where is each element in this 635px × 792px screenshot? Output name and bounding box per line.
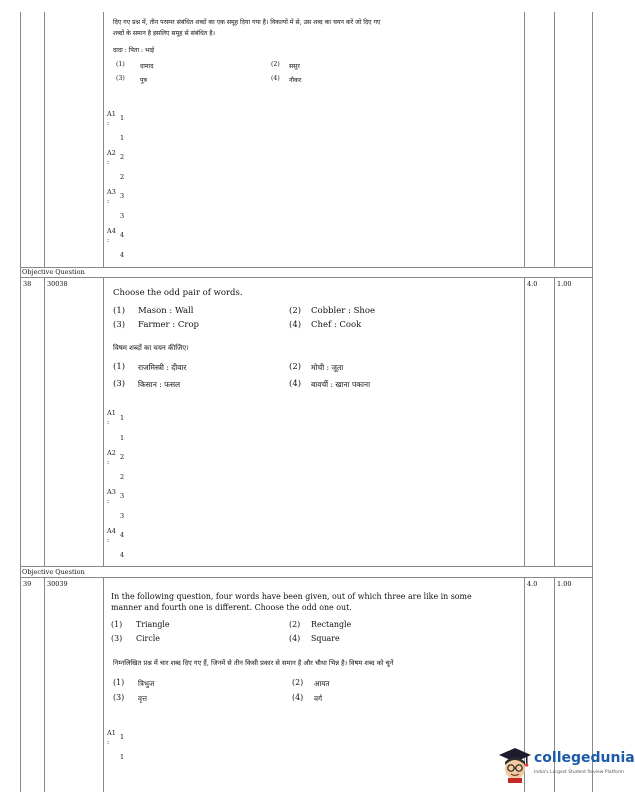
table-col-divider-1 [44, 12, 45, 267]
answer-label: A4 [107, 227, 116, 235]
question-negative: 1.00 [557, 280, 572, 288]
answer-label: A3 [107, 188, 116, 196]
table-col-divider-3 [524, 12, 525, 267]
option-num: (3) [113, 379, 126, 389]
answer-value: 2 [120, 473, 125, 481]
answer-colon: : [107, 197, 110, 205]
question-id: 30039 [47, 580, 68, 588]
question-text-line-2: manner and fourth one is different. Choose the odd one out. [111, 603, 352, 612]
logo-wordmark: collegedunia [534, 750, 635, 766]
answer-value: 1 [120, 134, 125, 142]
option-num: (2) [289, 620, 301, 629]
answer-value: 1 [120, 414, 125, 422]
option-text: मोची : जूता [311, 363, 344, 372]
option-num: (1) [116, 61, 125, 68]
answer-colon: : [107, 418, 110, 426]
option-num: (4) [289, 634, 301, 643]
answer-value: 4 [120, 551, 125, 559]
graduate-mascot-icon [498, 747, 532, 783]
answer-label: A1 [107, 729, 116, 737]
answer-label: A2 [107, 449, 116, 457]
option-num: (1) [113, 306, 126, 316]
option-text: दामाद [140, 63, 154, 70]
answer-colon: : [107, 158, 110, 166]
answer-value: 2 [120, 453, 125, 461]
answer-value: 4 [120, 231, 125, 239]
option-text: Triangle [136, 620, 170, 629]
answer-label: A2 [107, 149, 116, 157]
hindi-words: दादा : पिता : भाई [113, 47, 155, 54]
question-serial: 38 [23, 280, 32, 288]
table-col-divider-4 [554, 277, 555, 566]
question-text: Choose the odd pair of words. [113, 288, 243, 298]
table-col-divider-3 [524, 277, 525, 566]
option-text: Rectangle [311, 620, 352, 629]
option-num: (2) [292, 678, 304, 687]
option-text: त्रिभुज [138, 679, 155, 688]
option-text: नौकर [289, 77, 302, 84]
option-text: बावर्ची : खाना पकाना [311, 380, 371, 389]
option-num: (3) [113, 320, 126, 330]
option-num: (1) [113, 678, 125, 687]
table-col-divider-1 [44, 277, 45, 566]
hindi-intro-line-1: दिए गए प्रश्न में, तीन परस्पर संबंधित शब्दों का एक समूह दिया गया है। विकल्पों में से, उस शब्द का चयन करें जो दिए गए [113, 19, 381, 26]
answer-colon: : [107, 536, 110, 544]
hindi-question-text: निम्नलिखित प्रश्न में चार शब्द दिए गए हैं, जिनमें से तीन किसी प्रकार से समान है और चौथा भिन्न है। विषम शब्द को चुनें [113, 659, 394, 667]
option-text: Square [311, 634, 340, 643]
question-marks: 4.0 [527, 280, 538, 288]
option-num: (2) [289, 362, 302, 372]
option-text: आयत [314, 679, 330, 688]
option-num: (1) [113, 362, 126, 372]
answer-value: 2 [120, 173, 125, 181]
option-num: (4) [289, 320, 302, 330]
table-border-left [20, 12, 21, 792]
hindi-intro-line-2: शब्दों के समान है इसलिए समूह से संबंधित है। [113, 30, 215, 37]
option-text: Farmer : Crop [138, 320, 199, 330]
answer-label: A1 [107, 110, 116, 118]
answer-label: A4 [107, 527, 116, 535]
answer-colon: : [107, 119, 110, 127]
answer-value: 1 [120, 434, 125, 442]
question-negative: 1.00 [557, 580, 572, 588]
answer-colon: : [107, 738, 110, 746]
answer-value: 1 [120, 114, 125, 122]
table-row-line [20, 566, 593, 567]
table-col-divider-2 [103, 577, 104, 792]
answer-colon: : [107, 236, 110, 244]
answer-value: 4 [120, 531, 125, 539]
option-text: वर्ग [314, 694, 323, 703]
option-num: (3) [111, 634, 123, 643]
section-label: Objective Question [22, 568, 85, 576]
option-text: किसान : फसल [138, 380, 181, 389]
question-marks: 4.0 [527, 580, 538, 588]
option-text: ससुर [289, 63, 300, 70]
option-text: Cobbler : Shoe [311, 306, 376, 316]
option-num: (2) [271, 61, 280, 68]
answer-value: 3 [120, 512, 125, 520]
table-col-divider-4 [554, 12, 555, 267]
table-col-divider-2 [103, 12, 104, 267]
table-col-divider-1 [44, 577, 45, 792]
answer-value: 2 [120, 153, 125, 161]
option-num: (1) [111, 620, 123, 629]
option-num: (4) [271, 75, 280, 82]
question-id: 30038 [47, 280, 68, 288]
option-num: (4) [289, 379, 302, 389]
question-text-line-1: In the following question, four words have been given, out of which three are like in some [111, 592, 472, 601]
logo-tagline: India's Largest Student Review Platform [534, 770, 624, 775]
answer-value: 1 [120, 733, 125, 741]
answer-value: 4 [120, 251, 125, 259]
answer-value: 3 [120, 492, 125, 500]
answer-colon: : [107, 497, 110, 505]
option-num: (4) [292, 693, 304, 702]
option-text: वृत्त [138, 694, 147, 703]
option-num: (3) [113, 693, 125, 702]
answer-label: A1 [107, 409, 116, 417]
answer-value: 3 [120, 192, 125, 200]
answer-value: 1 [120, 753, 125, 761]
table-row-line [20, 267, 593, 268]
answer-value: 3 [120, 212, 125, 220]
table-col-divider-2 [103, 277, 104, 566]
answer-label: A3 [107, 488, 116, 496]
option-text: Mason : Wall [138, 306, 194, 316]
option-text: Chef : Cook [311, 320, 362, 330]
table-row-line [20, 577, 593, 578]
table-border-right [592, 12, 593, 792]
collegedunia-logo [498, 747, 635, 783]
question-serial: 39 [23, 580, 32, 588]
option-text: राजमिस्त्री : दीवार [138, 363, 187, 372]
section-label: Objective Question [22, 268, 85, 276]
hindi-question-text: विषम शब्दों का चयन कीजिए। [113, 344, 189, 352]
answer-colon: : [107, 458, 110, 466]
option-text: पुत्र [140, 77, 147, 84]
table-row-line [20, 277, 593, 278]
option-num: (3) [116, 75, 125, 82]
option-text: Circle [136, 634, 160, 643]
option-num: (2) [289, 306, 302, 316]
